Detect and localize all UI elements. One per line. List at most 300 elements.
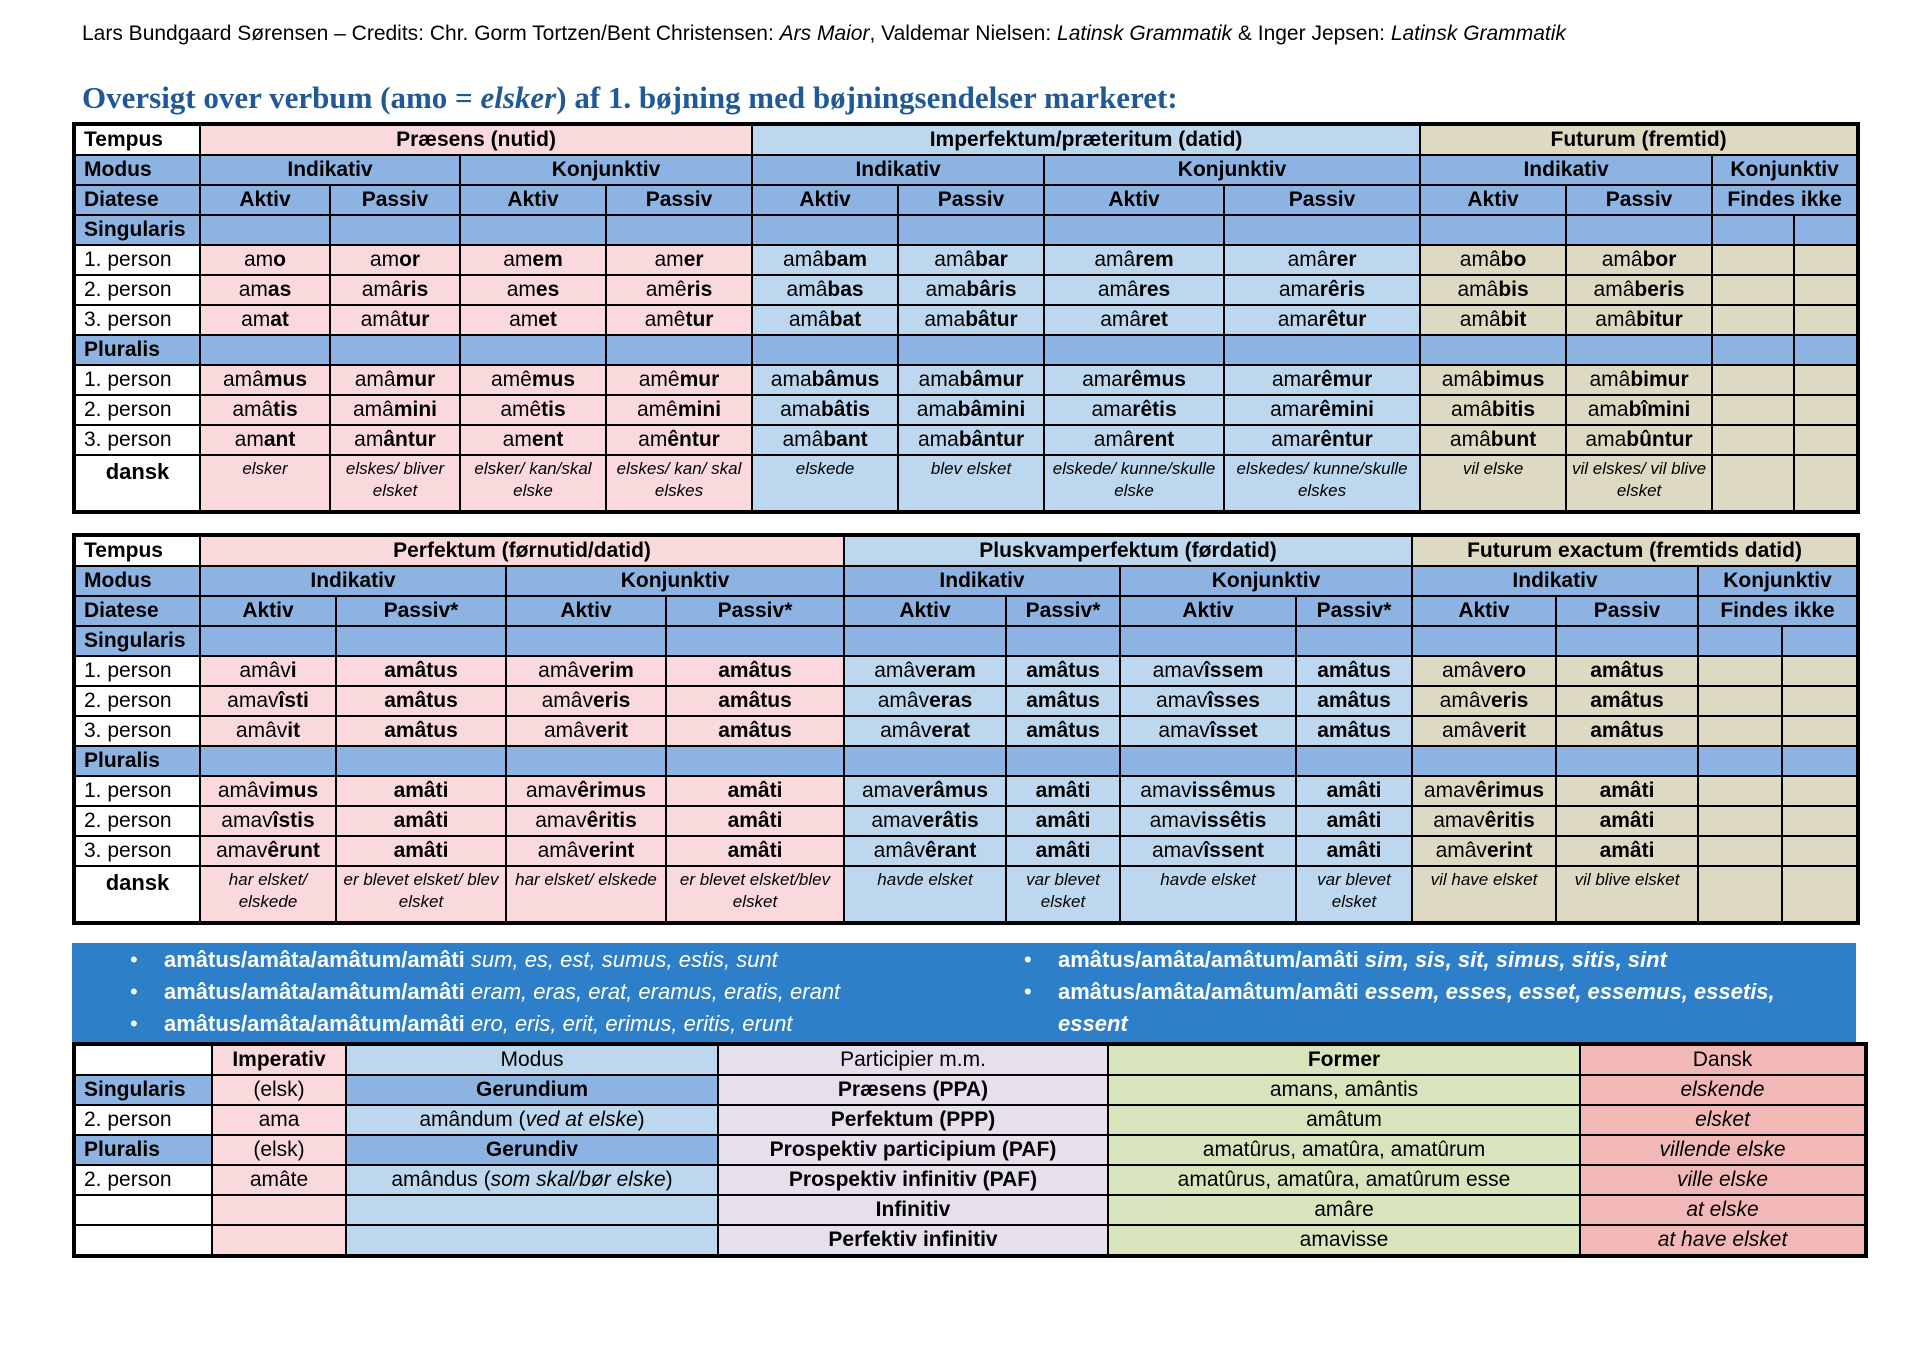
diatese-label: Diatese: [74, 185, 200, 215]
verb-stem: ama: [770, 368, 812, 391]
dansk-row: [74, 455, 1858, 512]
translation-cell: elsker/ kan/skal elske: [460, 455, 606, 512]
verb-form-cell: [200, 275, 330, 305]
verb-form-cell: [1420, 305, 1566, 335]
verb-stem: ama: [1082, 368, 1123, 391]
diatese-cell: Passiv: [1224, 185, 1420, 215]
verb-ending: êrimus: [577, 779, 647, 802]
bullet-participle: amâtus/amâta/amâtum/amâti: [164, 979, 465, 1004]
dansk-row: [74, 866, 1858, 923]
verb-stem: amâ: [1593, 278, 1635, 301]
former-cell: amatûrus, amatûra, amatûrum esse: [1108, 1165, 1580, 1195]
verb-stem: amâ: [1093, 428, 1135, 451]
verb-stem: ama: [925, 278, 967, 301]
verb-stem: am: [654, 248, 684, 271]
verb-form-cell: [1044, 305, 1224, 335]
verb-ending: er: [683, 248, 704, 271]
modus-cell: Indikativ: [844, 566, 1120, 596]
corner-cell: [74, 1044, 212, 1075]
verb-ending: imus: [269, 779, 319, 802]
person-label: 2. person: [74, 686, 200, 716]
verb-ending: rent: [1134, 428, 1175, 451]
credits-book3: Latinsk Grammatik: [1390, 22, 1566, 45]
verb-ending: amâti: [1599, 809, 1655, 832]
verb-form-cell: [1420, 245, 1566, 275]
verb-ending: et: [538, 308, 557, 331]
verb-form-cell: [330, 425, 460, 455]
number-label: Pluralis: [74, 1135, 212, 1165]
verb-ending: or: [399, 248, 421, 271]
verb-ending: bo: [1500, 248, 1527, 271]
verb-ending: amâti: [1326, 809, 1382, 832]
verb-ending: êritis: [1484, 809, 1535, 832]
verb-form-cell: [1556, 836, 1698, 866]
bullet-participle: amâtus/amâta/amâtum/amâti: [1058, 979, 1359, 1004]
verb-stem: amâ: [1459, 248, 1501, 271]
modus-cell: Indikativ: [200, 566, 506, 596]
diatese-cell: Aktiv: [1420, 185, 1566, 215]
verb-stem: amâv: [217, 779, 270, 802]
diatese-cell: Passiv: [606, 185, 752, 215]
modus-cell: [346, 1195, 718, 1225]
verb-stem: ama: [780, 398, 821, 421]
verb-form-cell: [460, 305, 606, 335]
bullet-item: [1016, 944, 1775, 976]
verb-stem: ama: [1278, 278, 1320, 301]
translation-cell: har elsket/ elskede: [506, 866, 666, 923]
diatese-cell: Aktiv: [200, 596, 336, 626]
verb-form-cell: [1566, 275, 1712, 305]
verb-ending: îstis: [272, 809, 315, 832]
verb-stem: amâ: [788, 308, 830, 331]
verb-form-cell: [1296, 686, 1412, 716]
verb-form-cell: [1224, 395, 1420, 425]
bullet-auxiliary: ero, eris, erit, erimus, eritis, erunt: [464, 1011, 793, 1036]
verb-form-cell: [898, 245, 1044, 275]
verb-stem: amâ: [361, 278, 403, 301]
verb-ending: bâtur: [965, 308, 1018, 331]
verb-form-cell: [1556, 806, 1698, 836]
verb-stem: amâv: [880, 719, 932, 742]
number-label: [74, 1195, 212, 1225]
person-label: 2. person: [74, 395, 200, 425]
translation-cell: vil elskes/ vil blive elsket: [1566, 455, 1712, 512]
verb-stem: amâ: [352, 398, 394, 421]
verb-form-cell: [1120, 806, 1296, 836]
section-row: [74, 335, 1858, 365]
verb-form-cell: [1556, 686, 1698, 716]
credits-line: [82, 22, 1566, 46]
verb-stem: amâ: [1595, 308, 1637, 331]
verb-form-cell: [606, 305, 752, 335]
verb-stem: amâ: [1094, 248, 1136, 271]
verb-stem: amâ: [1459, 308, 1501, 331]
verb-ending: amâtus: [718, 659, 792, 682]
verb-stem: amâ: [1097, 278, 1139, 301]
verb-ending: tis: [273, 398, 298, 421]
section-row: [74, 746, 1858, 776]
verb-stem: amav: [216, 839, 268, 862]
title-post: ) af 1. bøjning med bøjningsendelser markeret:: [556, 80, 1178, 115]
modus-gloss: ved at elske: [525, 1108, 638, 1131]
bullet-auxiliary: eram, eras, erat, eramus, eratis, erant: [464, 979, 841, 1004]
verb-ending: îssent: [1203, 839, 1265, 862]
verb-form-cell: [1412, 806, 1556, 836]
diatese-cell: Passiv*: [1006, 596, 1120, 626]
col-header-former: Former: [1108, 1044, 1580, 1075]
bullet-auxiliary: essem, esses, esset, essemus, essetis,: [1358, 979, 1775, 1004]
verb-form-cell: [1296, 776, 1412, 806]
verb-ending: tur: [685, 308, 714, 331]
dansk-label: dansk: [74, 455, 200, 512]
tempus-futurum-exactum: Futurum exactum (fremtids datid): [1412, 535, 1858, 566]
translation-cell: vil elske: [1420, 455, 1566, 512]
person-label: 3. person: [74, 425, 200, 455]
col-header-modus: Modus: [346, 1044, 718, 1075]
verb-ending: erit: [1493, 719, 1527, 742]
dansk-cell: elsket: [1580, 1105, 1866, 1135]
verb-form-cell: [606, 245, 752, 275]
verb-stem: amâ: [354, 368, 396, 391]
verb-stem: amê: [638, 368, 680, 391]
verb-stem: am: [354, 428, 384, 451]
verb-stem: amê: [644, 308, 686, 331]
table-present-imperfect-future: [72, 122, 1860, 514]
verb-stem: am: [241, 308, 271, 331]
verb-form-cell: [752, 245, 898, 275]
diatese-cell: Findes ikke: [1698, 596, 1858, 626]
verb-ending: eras: [929, 689, 973, 712]
table-row: [74, 365, 1858, 395]
verb-stem: amav: [221, 809, 273, 832]
verb-form-cell: [1044, 275, 1224, 305]
verb-form-cell: [1006, 656, 1120, 686]
verb-form-cell: [1006, 686, 1120, 716]
verb-ending: amâtus: [384, 719, 458, 742]
verb-form-cell: [200, 395, 330, 425]
modus-cell: Indikativ: [200, 155, 460, 185]
verb-ending: bis: [1498, 278, 1529, 301]
verb-ending: bitur: [1636, 308, 1683, 331]
verb-ending: amâtus: [1026, 719, 1100, 742]
verb-ending: îssem: [1203, 659, 1264, 682]
verb-form-cell: [1120, 716, 1296, 746]
verb-ending: mini: [677, 398, 722, 421]
verb-stem: amâ: [360, 308, 402, 331]
table-row: [74, 806, 1858, 836]
verb-ending: bimus: [1482, 368, 1545, 391]
verb-form-cell: [898, 425, 1044, 455]
dansk-cell: villende elske: [1580, 1135, 1866, 1165]
verb-form-cell: [1120, 836, 1296, 866]
verb-stem: amâ: [1451, 398, 1492, 421]
verb-form-cell: [1566, 245, 1712, 275]
diatese-cell: Aktiv: [506, 596, 666, 626]
title-italic: elsker: [480, 80, 557, 115]
number-label: 2. person: [74, 1105, 212, 1135]
verb-stem: amav: [861, 779, 914, 802]
verb-form-cell: [606, 395, 752, 425]
verb-form-cell: [844, 656, 1006, 686]
verb-ending: bûntur: [1626, 428, 1693, 451]
verb-ending: amâtus: [1317, 689, 1391, 712]
verb-form-cell: [506, 656, 666, 686]
modus-cell: Indikativ: [752, 155, 1044, 185]
verb-form-cell: [1556, 716, 1698, 746]
verb-form-cell: [1224, 365, 1420, 395]
imperativ-cell: (elsk): [212, 1135, 346, 1165]
verb-ending: bâris: [966, 278, 1017, 301]
modus-cell: Konjunktiv: [1120, 566, 1412, 596]
verb-form-cell: [336, 836, 506, 866]
verb-ending: erâmus: [913, 779, 989, 802]
modus-form: amândum (: [419, 1108, 526, 1131]
verb-ending: issêmus: [1191, 779, 1276, 802]
verb-stem: amâ: [783, 248, 824, 271]
verb-stem: am: [234, 428, 264, 451]
verb-ending: ris: [402, 278, 429, 301]
verb-form-cell: [330, 245, 460, 275]
diatese-cell: Aktiv: [1120, 596, 1296, 626]
diatese-cell: Aktiv: [844, 596, 1006, 626]
verb-stem: am: [503, 248, 533, 271]
diatese-cell: Aktiv: [1044, 185, 1224, 215]
verb-ending: amâtus: [1590, 659, 1664, 682]
verb-ending: amâtus: [1026, 659, 1100, 682]
verb-stem: amâv: [235, 719, 288, 742]
verb-form-cell: [506, 716, 666, 746]
bullet-item: [1016, 976, 1775, 1008]
imperativ-cell: [212, 1195, 346, 1225]
verb-form-cell: [666, 716, 844, 746]
participle-name: Perfektum (PPP): [718, 1105, 1108, 1135]
tempus-praesens: Præsens (nutid): [200, 124, 752, 155]
verb-form-cell: [898, 275, 1044, 305]
verb-stem: amê: [490, 368, 532, 391]
verb-ending: rem: [1135, 248, 1174, 271]
bullet-icon: •: [130, 979, 138, 1004]
verb-form-cell: [200, 656, 336, 686]
person-label: 3. person: [74, 305, 200, 335]
verb-form-cell: [506, 836, 666, 866]
verb-stem: amâv: [874, 659, 926, 682]
verb-form-cell: [1044, 245, 1224, 275]
verb-ending: amâti: [727, 839, 783, 862]
diatese-cell: Aktiv: [200, 185, 330, 215]
dansk-cell: at have elsket: [1580, 1225, 1866, 1256]
verb-ending: bar: [975, 248, 1008, 271]
verb-stem: amav: [535, 809, 587, 832]
diatese-cell: Aktiv: [460, 185, 606, 215]
verb-form-cell: [844, 716, 1006, 746]
modus-cell: Konjunktiv: [1044, 155, 1420, 185]
verb-stem: ama: [917, 428, 959, 451]
verb-form-cell: [1556, 656, 1698, 686]
verb-stem: amâv: [543, 719, 596, 742]
verb-ending: êrant: [925, 839, 977, 862]
verb-form-cell: [200, 806, 336, 836]
verb-ending: amâtus: [1317, 719, 1391, 742]
verb-ending: ero: [1493, 659, 1527, 682]
verb-ending: amâtus: [1590, 689, 1664, 712]
verb-stem: amav: [1423, 779, 1476, 802]
verb-ending: amâti: [393, 779, 449, 802]
imperativ-cell: ama: [212, 1105, 346, 1135]
verb-ending: amâti: [1035, 809, 1091, 832]
verb-ending: amâti: [1326, 839, 1382, 862]
verb-ending: ant: [263, 428, 296, 451]
verb-stem: ama: [1585, 428, 1627, 451]
verb-stem: amâv: [1441, 659, 1494, 682]
verb-stem: amav: [1152, 659, 1204, 682]
verb-ending: ret: [1141, 308, 1168, 331]
verb-form-cell: [666, 776, 844, 806]
translation-cell: er blevet elsket/blev elsket: [666, 866, 844, 923]
verb-ending: bîmini: [1628, 398, 1691, 421]
participle-name: Prospektiv infinitiv (PAF): [718, 1165, 1108, 1195]
verb-form-cell: [1412, 716, 1556, 746]
verb-stem: amâ: [1601, 248, 1643, 271]
verb-stem: ama: [1271, 428, 1313, 451]
verb-ending: amâtus: [718, 719, 792, 742]
credits-sep2: & Inger Jepsen:: [1232, 22, 1391, 45]
verb-ending: erat: [931, 719, 970, 742]
translation-cell: var blevet elsket: [1296, 866, 1412, 923]
verb-ending: eris: [592, 689, 631, 712]
verb-form-cell: [752, 275, 898, 305]
person-label: 3. person: [74, 716, 200, 746]
table-perfect-pluperfect-futureperfect: [72, 533, 1860, 925]
table-row: [74, 656, 1858, 686]
verb-ending: îsset: [1209, 719, 1258, 742]
person-label: 2. person: [74, 806, 200, 836]
translation-cell: elskes/ bliver elsket: [330, 455, 460, 512]
translation-cell: vil have elsket: [1412, 866, 1556, 923]
verb-form-cell: [1412, 776, 1556, 806]
verb-form-cell: [200, 425, 330, 455]
verb-form-cell: [844, 836, 1006, 866]
title-pre: Oversigt over verbum (amo =: [82, 80, 481, 115]
verb-form-cell: [666, 836, 844, 866]
verb-ending: amâtus: [384, 689, 458, 712]
verb-form-cell: [1006, 806, 1120, 836]
page-title: [82, 80, 1178, 116]
table-row: [74, 716, 1858, 746]
bullet-item: [1016, 1008, 1775, 1040]
verb-stem: amâ: [1589, 368, 1631, 391]
verb-ending: tur: [401, 308, 430, 331]
verb-stem: am: [506, 278, 536, 301]
person-label: 1. person: [74, 365, 200, 395]
verb-stem: amâ: [232, 398, 274, 421]
verb-stem: ama: [918, 368, 960, 391]
verb-ending: bimur: [1630, 368, 1689, 391]
verb-form-cell: [752, 305, 898, 335]
verb-ending: erint: [588, 839, 635, 862]
verb-stem: amâv: [541, 689, 593, 712]
table-row: [74, 1225, 1866, 1256]
verb-form-cell: [1412, 836, 1556, 866]
translation-cell: havde elsket: [1120, 866, 1296, 923]
verb-form-cell: [460, 425, 606, 455]
translation-cell: elskede: [752, 455, 898, 512]
bullet-item: [122, 944, 840, 976]
diatese-cell: Passiv: [330, 185, 460, 215]
verb-form-cell: [606, 275, 752, 305]
verb-ending: êntur: [667, 428, 720, 451]
diatese-cell: Findes ikke: [1712, 185, 1858, 215]
diatese-label: Diatese: [74, 596, 200, 626]
verb-form-cell: [336, 806, 506, 836]
verb-stem: amâ: [1449, 428, 1491, 451]
dansk-cell: elskende: [1580, 1075, 1866, 1105]
verb-form-cell: [460, 275, 606, 305]
verb-form-cell: [1296, 836, 1412, 866]
modus-form: Gerundium: [475, 1078, 588, 1101]
verb-ending: bâmur: [959, 368, 1024, 391]
verb-ending: rêntur: [1312, 428, 1373, 451]
verb-form-cell: [1566, 305, 1712, 335]
singularis-label: Singularis: [74, 215, 200, 245]
diatese-cell: Aktiv: [752, 185, 898, 215]
verb-form-cell: [200, 365, 330, 395]
verb-stem: amav: [227, 689, 279, 712]
verb-form-cell: [844, 776, 1006, 806]
pluralis-label: Pluralis: [74, 746, 200, 776]
verb-ending: mus: [531, 368, 576, 391]
verb-ending: amâti: [1035, 839, 1091, 862]
verb-stem: amâ: [782, 428, 824, 451]
verb-stem: amê: [637, 398, 678, 421]
verb-stem: am: [238, 278, 268, 301]
diatese-cell: Passiv*: [1296, 596, 1412, 626]
pluralis-label: Pluralis: [74, 335, 200, 365]
verb-form-cell: [1412, 686, 1556, 716]
verb-ending: mur: [679, 368, 720, 391]
verb-ending: issêtis: [1201, 809, 1267, 832]
verb-form-cell: [1566, 365, 1712, 395]
verb-ending: amâtus: [1317, 659, 1391, 682]
verb-stem: ama: [1271, 368, 1313, 391]
verb-ending: rêmini: [1310, 398, 1374, 421]
verb-ending: amâti: [1599, 839, 1655, 862]
verb-ending: rêris: [1319, 278, 1366, 301]
verb-ending: rêtis: [1132, 398, 1177, 421]
table-row: [74, 395, 1858, 425]
person-label: 1. person: [74, 776, 200, 806]
section-row: [74, 626, 1858, 656]
person-label: 3. person: [74, 836, 200, 866]
credits-book1: Ars Maior: [779, 22, 870, 45]
verb-form-cell: [666, 656, 844, 686]
verb-ending: amâti: [1326, 779, 1382, 802]
translation-cell: elsker: [200, 455, 330, 512]
verb-ending: as: [267, 278, 292, 301]
verb-form-cell: [200, 686, 336, 716]
bullet-icon: •: [130, 1011, 138, 1036]
modus-cell: [346, 1135, 718, 1165]
verb-ending: tis: [541, 398, 566, 421]
table-row: [74, 1135, 1866, 1165]
verb-form-cell: [1412, 656, 1556, 686]
verb-form-cell: [336, 656, 506, 686]
verb-ending: eram: [925, 659, 976, 682]
tempus-perfektum: Perfektum (førnutid/datid): [200, 535, 844, 566]
bullet-auxiliary: essent: [1058, 1011, 1128, 1036]
table-row: [74, 1105, 1866, 1135]
verb-ending: bam: [823, 248, 868, 271]
verb-form-cell: [336, 686, 506, 716]
